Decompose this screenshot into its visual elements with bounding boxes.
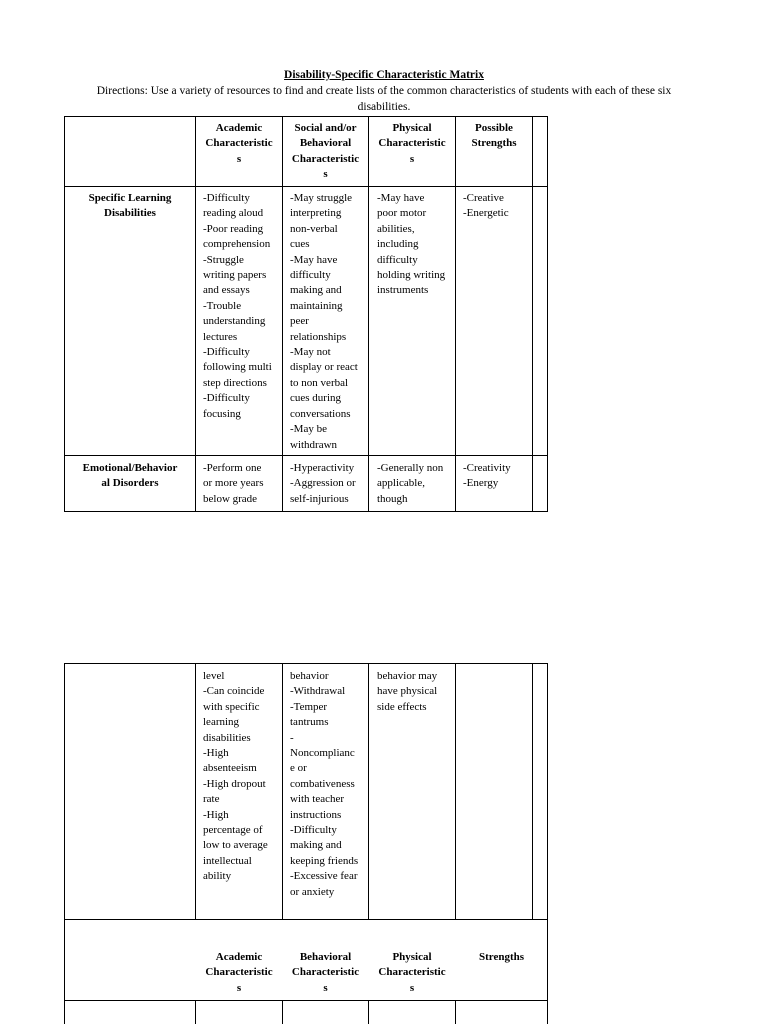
cell-sld-strengths: -Creative -Energetic	[463, 192, 509, 220]
cell-ebd-social: -Hyperactivity -Aggression or self-injurious	[290, 462, 356, 505]
header2-strengths: Strengths	[478, 951, 525, 963]
document-title: Disability-Specific Characteristic Matrix	[284, 69, 484, 81]
row-label-emotional-behavioral-disorders: Emotional/Behavior al Disorders	[82, 462, 178, 490]
header2-academic: Academic Characteristic s	[205, 951, 273, 994]
cell-sld-academic: -Difficulty reading aloud -Poor reading comprehension -Struggle writing papers and essays -Trouble understanding lectures -Difficulty following multi step directions -Difficulty focusing	[203, 192, 272, 420]
cell-ebd-social-continued: behavior -Withdrawal -Temper tantrums - Noncomplianc e or combativeness with teacher instructions -Difficulty making and keeping friends -Excessive fear or anxiety	[290, 670, 359, 898]
cell-ebd-physical: -Generally non applicable, though	[377, 462, 444, 505]
cell-ebd-academic: -Perform one or more years below grade	[203, 462, 264, 505]
cell-sld-social: -May struggle interpreting non-verbal cues -May have difficulty making and maintaining peer relationships -May not display or react to non verbal cues during conversations -May be withdrawn	[290, 192, 358, 451]
cell-ebd-academic-continued: level -Can coincide with specific learning disabilities -High absenteeism -High dropout rate -High percentage of low to average intellectual ability	[203, 670, 268, 883]
header-strengths: Possible Strengths	[471, 122, 517, 150]
header2-physical: Physical Characteristic s	[378, 951, 446, 994]
directions-text: Directions: Use a variety of resources to find and create lists of the common characteristics of students with each of these six disabilities.	[96, 85, 672, 113]
cell-ebd-strengths: -Creativity -Energy	[463, 462, 511, 490]
row-label-specific-learning-disabilities: Specific Learning Disabilities	[88, 192, 172, 220]
cell-ebd-physical-continued: behavior may have physical side effects	[377, 670, 438, 713]
header-academic: Academic Characteristic s	[205, 122, 273, 165]
cell-sld-physical: -May have poor motor abilities, including difficulty holding writing instruments	[377, 192, 446, 297]
header2-behavioral: Behavioral Characteristic s	[291, 951, 360, 994]
header-physical: Physical Characteristic s	[378, 122, 446, 165]
header-social-behavioral: Social and/or Behavioral Characteristic s	[291, 122, 360, 181]
